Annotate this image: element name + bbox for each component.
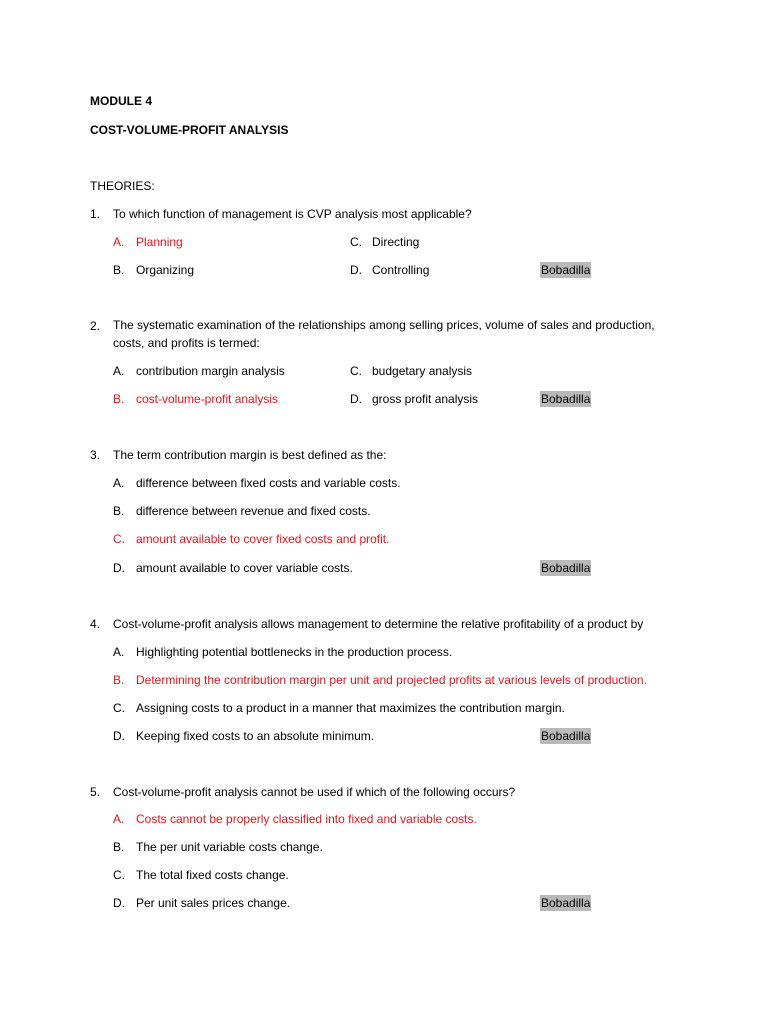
choice-1a: A. <box>113 235 125 249</box>
question-text: To which function of management is CVP analysis most applicable? <box>113 207 472 221</box>
choice-1d: D. <box>350 263 362 277</box>
choice-2c: C. <box>350 364 362 378</box>
page-title: COST-VOLUME-PROFIT ANALYSIS <box>90 123 289 137</box>
choice-5a-text: Costs cannot be properly classified into fixed and variable costs. <box>136 812 477 826</box>
question-number: 3. <box>90 448 101 462</box>
question-number: 2. <box>90 319 101 333</box>
choice-3b-text: difference between revenue and fixed costs. <box>136 504 371 518</box>
choice-3c-text: amount available to cover fixed costs and profit. <box>136 532 390 546</box>
section-heading: THEORIES: <box>90 179 155 193</box>
source-tag: Bobadilla <box>541 561 591 575</box>
choice-2c-text: budgetary analysis <box>372 364 473 378</box>
choice-2d-text: gross profit analysis <box>372 392 479 406</box>
choice-1b-text: Organizing <box>136 263 195 277</box>
choice-4c: C. <box>113 701 125 715</box>
choice-2d: D. <box>350 392 362 406</box>
question-number: 5. <box>90 785 101 799</box>
choice-3d-text: amount available to cover variable costs. <box>136 561 353 575</box>
choice-2b: B. <box>113 392 125 406</box>
choice-4b: B. <box>113 673 125 687</box>
choice-4a-text: Highlighting potential bottlenecks in the production process. <box>136 645 453 659</box>
choice-5b-text: The per unit variable costs change. <box>136 840 323 854</box>
choice-2b-text: cost-volume-profit analysis <box>136 392 279 406</box>
question-text: The systematic examination of the relationships among selling prices, volume of sales and production, costs, and profits is termed: <box>113 318 655 350</box>
question-text: The term contribution margin is best defined as the: <box>113 448 387 462</box>
question-number: 4. <box>90 617 101 631</box>
choice-4c-text: Assigning costs to a product in a manner that maximizes the contribution margin. <box>136 701 565 715</box>
choice-5b: B. <box>113 840 125 854</box>
choice-3b: B. <box>113 504 125 518</box>
choice-2a-text: contribution margin analysis <box>136 364 285 378</box>
choice-5a: A. <box>113 812 125 826</box>
source-tag: Bobadilla <box>541 729 591 743</box>
question-text: Cost-volume-profit analysis cannot be used if which of the following occurs? <box>113 785 516 799</box>
choice-3d: D. <box>113 561 125 575</box>
choice-3a-text: difference between fixed costs and variable costs. <box>136 476 401 490</box>
choice-2a: A. <box>113 364 125 378</box>
choice-3a: A. <box>113 476 125 490</box>
choice-1c-text: Directing <box>372 235 420 249</box>
choice-5d: D. <box>113 896 125 910</box>
module-heading: MODULE 4 <box>90 94 153 108</box>
choice-4d: D. <box>113 729 125 743</box>
choice-4a: A. <box>113 645 125 659</box>
choice-3c: C. <box>113 532 125 546</box>
choice-1c: C. <box>350 235 362 249</box>
question-text: Cost-volume-profit analysis allows management to determine the relative profitability of a product by <box>113 617 644 631</box>
choice-1b: B. <box>113 263 125 277</box>
choice-5c-text: The total fixed costs change. <box>136 868 289 882</box>
source-tag: Bobadilla <box>541 392 591 406</box>
source-tag: Bobadilla <box>541 263 591 277</box>
source-tag: Bobadilla <box>541 896 591 910</box>
choice-4d-text: Keeping fixed costs to an absolute minimum. <box>136 729 375 743</box>
choice-1d-text: Controlling <box>372 263 430 277</box>
choice-5c: C. <box>113 868 125 882</box>
choice-4b-text: Determining the contribution margin per unit and projected profits at various levels of production. <box>136 673 647 687</box>
choice-5d-text: Per unit sales prices change. <box>136 896 291 910</box>
choice-1a-text: Planning <box>136 235 183 249</box>
question-number: 1. <box>90 207 101 221</box>
